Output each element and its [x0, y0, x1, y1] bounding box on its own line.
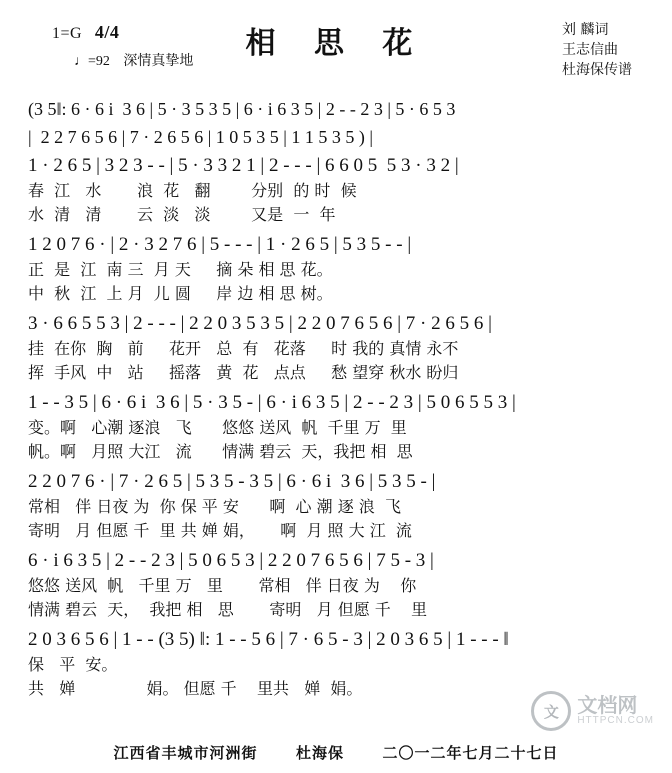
credit-lyricist: 刘 麟词 — [562, 22, 609, 38]
watermark-logo-icon: 文 — [531, 691, 571, 731]
notation-line: 1 2 0 7 6 · | 2 · 3 2 7 6 | 5 - - - | 1 · 2 6 5 | 5 3 5 - - | — [28, 234, 412, 255]
lyric-line-verse1: 常相 伴 日夜 为 你 保 平 安 啊 心 潮 逐 浪 飞 — [28, 497, 401, 516]
watermark — [531, 691, 654, 731]
lyric-line-verse1: 保 平 安。 — [28, 655, 118, 674]
credit-transcriber: 杜海保传谱 — [562, 62, 632, 78]
music-system — [22, 468, 650, 543]
lyric-line-verse2: 帆。啊 月照 大江 流 情满 碧云 天，我把 相 思 — [28, 442, 413, 461]
footer — [0, 742, 672, 763]
lyric-line-verse1: 正 是 江 南 三 月 天 摘 朵 相 思 花。 — [28, 260, 333, 279]
music-system — [22, 626, 650, 701]
lyric-line-verse2: 情满 碧云 天， 我把 相 思 寄明 月 但愿 千 里 — [28, 600, 428, 619]
lyric-line-verse2: 共 婵 娟。 但愿 千 里共 婵 娟。 — [28, 679, 363, 698]
page-title: 相 思 花 — [245, 26, 427, 61]
lyric-line-verse1: 挂 在你 胸 前 花开 总 有 花落 时 我的 真情 永不 — [28, 339, 459, 358]
credits — [562, 20, 632, 80]
music-system — [22, 231, 650, 306]
music-body — [22, 96, 650, 701]
lyric-line-verse2: 挥 手风 中 站 摇落 黄 花 点点 愁 望穿 秋水 盼归 — [28, 363, 459, 382]
credit-composer: 王志信曲 — [562, 42, 618, 58]
score-header — [22, 10, 650, 96]
key-signature-value: 1=G — [52, 25, 83, 42]
lyric-line-verse1: 春 江 水 浪 花 翻 分别 的 时 候 — [28, 181, 357, 200]
intro-line-1: (3 5‖: 6 · 6 i 3 6 | 5 · 3 5 3 5 | 6 · i 6 3 5 | 2 - - 2 3 | 5 · 6 5 3 — [28, 99, 456, 119]
lyric-line-verse1: 悠悠 送风 帆 千里 万 里 常相 伴 日夜 为 你 — [28, 576, 417, 595]
music-system — [22, 310, 650, 385]
music-system — [22, 152, 650, 227]
music-system — [22, 389, 650, 464]
watermark-text: 文档网 — [577, 693, 638, 717]
notation-line: 1 · 2 6 5 | 3 2 3 - - | 5 · 3 3 2 1 | 2 - - - | 6 6 0 5 5 3 · 3 2 | — [28, 155, 459, 176]
time-signature: 4/4 — [94, 22, 120, 42]
notation-line: 6 · i 6 3 5 | 2 - - 2 3 | 5 0 6 5 3 | 2 2 0 7 6 5 6 | 7 5 - 3 | — [28, 550, 434, 571]
footer-author: 杜海保 — [295, 744, 344, 762]
expression-marking: 深情真挚地 — [123, 53, 194, 69]
intro-line-2: | 2 2 7 6 5 6 | 7 · 2 6 5 6 | 1 0 5 3 5 | 1 1 5 3 5 ) | — [28, 127, 374, 147]
watermark-url: HTTPCN.COM — [577, 715, 654, 726]
lyric-line-verse2: 寄明 月 但愿 千 里 共 婵 娟， 啊 月 照 大 江 流 — [28, 521, 412, 540]
notation-line: 2 0 3 6 5 6 | 1 - - (3 5) ‖: 1 - - 5 6 | 7 · 6 5 - 3 | 2 0 3 6 5 | 1 - - - ‖ — [28, 629, 509, 650]
notation-line: 2 2 0 7 6 · | 7 · 2 6 5 | 5 3 5 - 3 5 | 6 · 6 i 3 6 | 5 3 5 - | — [28, 471, 436, 492]
notation-line: 3 · 6 6 5 5 3 | 2 - - - | 2 2 0 3 5 3 5 | 2 2 0 7 6 5 6 | 7 · 2 6 5 6 | — [28, 313, 492, 334]
lyric-line-verse2: 水 清 清 云 淡 淡 又是 一 年 — [28, 205, 336, 224]
tempo-value: ♩=92 — [74, 54, 110, 69]
footer-date: 二〇一二年七月二十七日 — [382, 744, 559, 762]
lyric-line-verse2: 中 秋 江 上 月 儿 圆 岸 边 相 思 树。 — [28, 284, 333, 303]
music-system — [22, 547, 650, 622]
lyric-line-verse1: 变。啊 心潮 逐浪 飞 悠悠 送风 帆 千里 万 里 — [28, 418, 407, 437]
notation-line: 1 - - 3 5 | 6 · 6 i 3 6 | 5 · 3 5 - | 6 · i 6 3 5 | 2 - - 2 3 | 5 0 6 5 5 3 | — [28, 392, 516, 413]
footer-location: 江西省丰城市河洲街 — [113, 744, 258, 762]
